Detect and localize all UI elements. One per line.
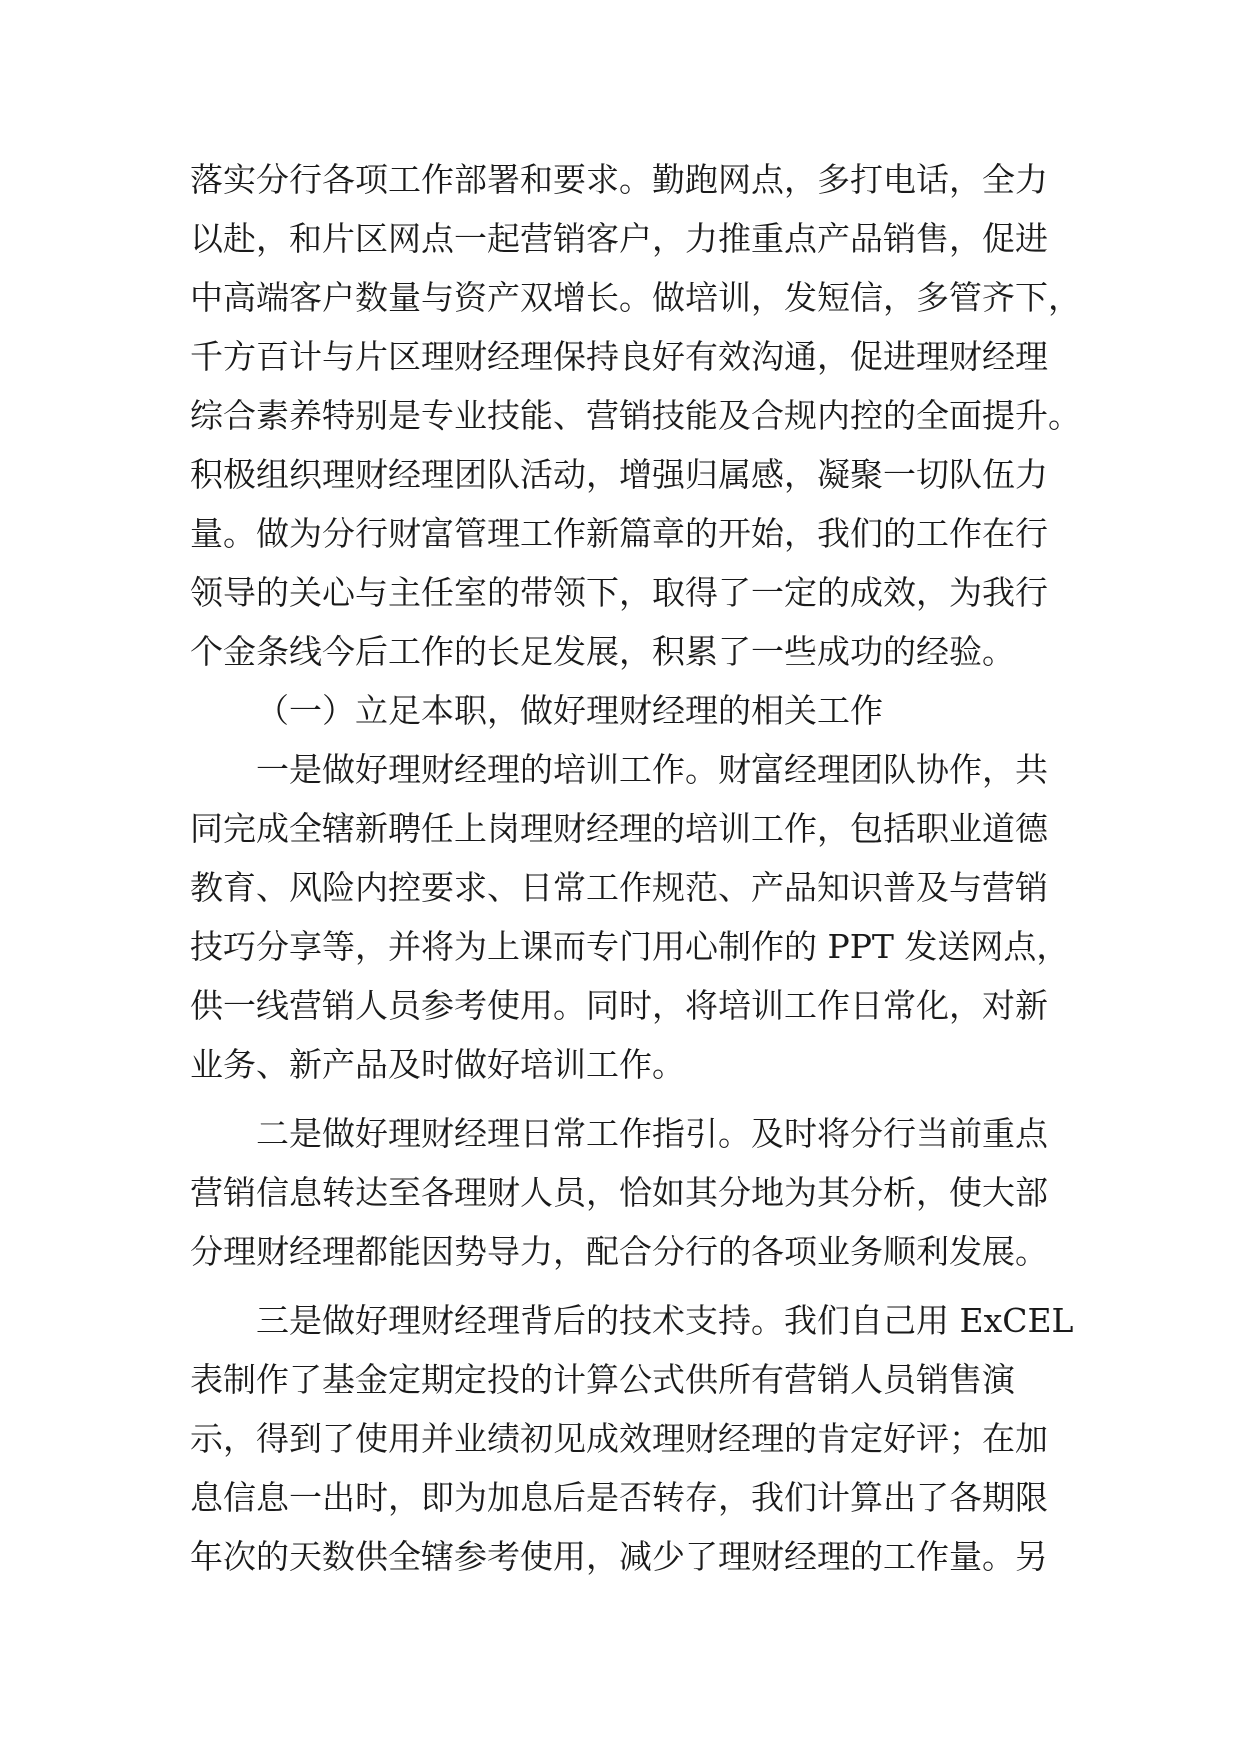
- text-line: 教育、风险内控要求、日常工作规范、产品知识普及与营销: [190, 868, 1048, 907]
- text-line: 示，得到了使用并业绩初见成效理财经理的肯定好评；在加: [190, 1419, 1048, 1458]
- paragraph-4: [190, 1291, 1074, 1586]
- text-line: 积极组织理财经理团队活动，增强归属感，凝聚一切队伍力: [190, 455, 1048, 494]
- text-line: 中高端客户数量与资产双增长。做培训，发短信，多管齐下，: [190, 278, 1081, 317]
- body-text: [190, 150, 1081, 1586]
- paragraph-2: [190, 740, 1070, 1094]
- text-line: 千方百计与片区理财经理保持良好有效沟通，促进理财经理: [190, 337, 1048, 376]
- text-line: 综合素养特别是专业技能、营销技能及合规内控的全面提升。: [190, 396, 1081, 435]
- text-line: 分理财经理都能因势导力，配合分行的各项业务顺利发展。: [190, 1232, 1048, 1271]
- text-line: 表制作了基金定期定投的计算公式供所有营销人员销售演: [190, 1360, 1015, 1399]
- text-line: 业务、新产品及时做好培训工作。: [190, 1045, 685, 1084]
- text-line: 同完成全辖新聘任上岗理财经理的培训工作，包括职业道德: [190, 809, 1048, 848]
- paragraph-gap: [190, 1094, 1050, 1104]
- text-line: 一是做好理财经理的培训工作。财富经理团队协作，共: [256, 750, 1048, 789]
- text-line: 二是做好理财经理日常工作指引。及时将分行当前重点: [256, 1114, 1048, 1153]
- section-heading: [190, 681, 1050, 740]
- paragraph-gap: [190, 1281, 1050, 1291]
- text-line: 落实分行各项工作部署和要求。勤跑网点，多打电话，全力: [190, 160, 1048, 199]
- text-line: 年次的天数供全辖参考使用，减少了理财经理的工作量。另: [190, 1537, 1048, 1576]
- paragraph-3: [190, 1104, 1050, 1281]
- text-line: 技巧分享等，并将为上课而专门用心制作的 PPT 发送网点，: [190, 927, 1070, 966]
- section-heading-text: （一）立足本职，做好理财经理的相关工作: [256, 691, 883, 730]
- text-line: 领导的关心与主任室的带领下，取得了一定的成效，为我行: [190, 573, 1048, 612]
- text-line: 供一线营销人员参考使用。同时，将培训工作日常化，对新: [190, 986, 1048, 1025]
- text-line: 个金条线今后工作的长足发展，积累了一些成功的经验。: [190, 632, 1015, 671]
- paragraph-1: [190, 150, 1081, 681]
- text-line: 以赴，和片区网点一起营销客户，力推重点产品销售，促进: [190, 219, 1048, 258]
- text-line: 三是做好理财经理背后的技术支持。我们自己用 ExCEL: [256, 1301, 1074, 1340]
- text-line: 量。做为分行财富管理工作新篇章的开始，我们的工作在行: [190, 514, 1048, 553]
- text-line: 息信息一出时，即为加息后是否转存，我们计算出了各期限: [190, 1478, 1048, 1517]
- text-line: 营销信息转达至各理财人员，恰如其分地为其分析，使大部: [190, 1173, 1048, 1212]
